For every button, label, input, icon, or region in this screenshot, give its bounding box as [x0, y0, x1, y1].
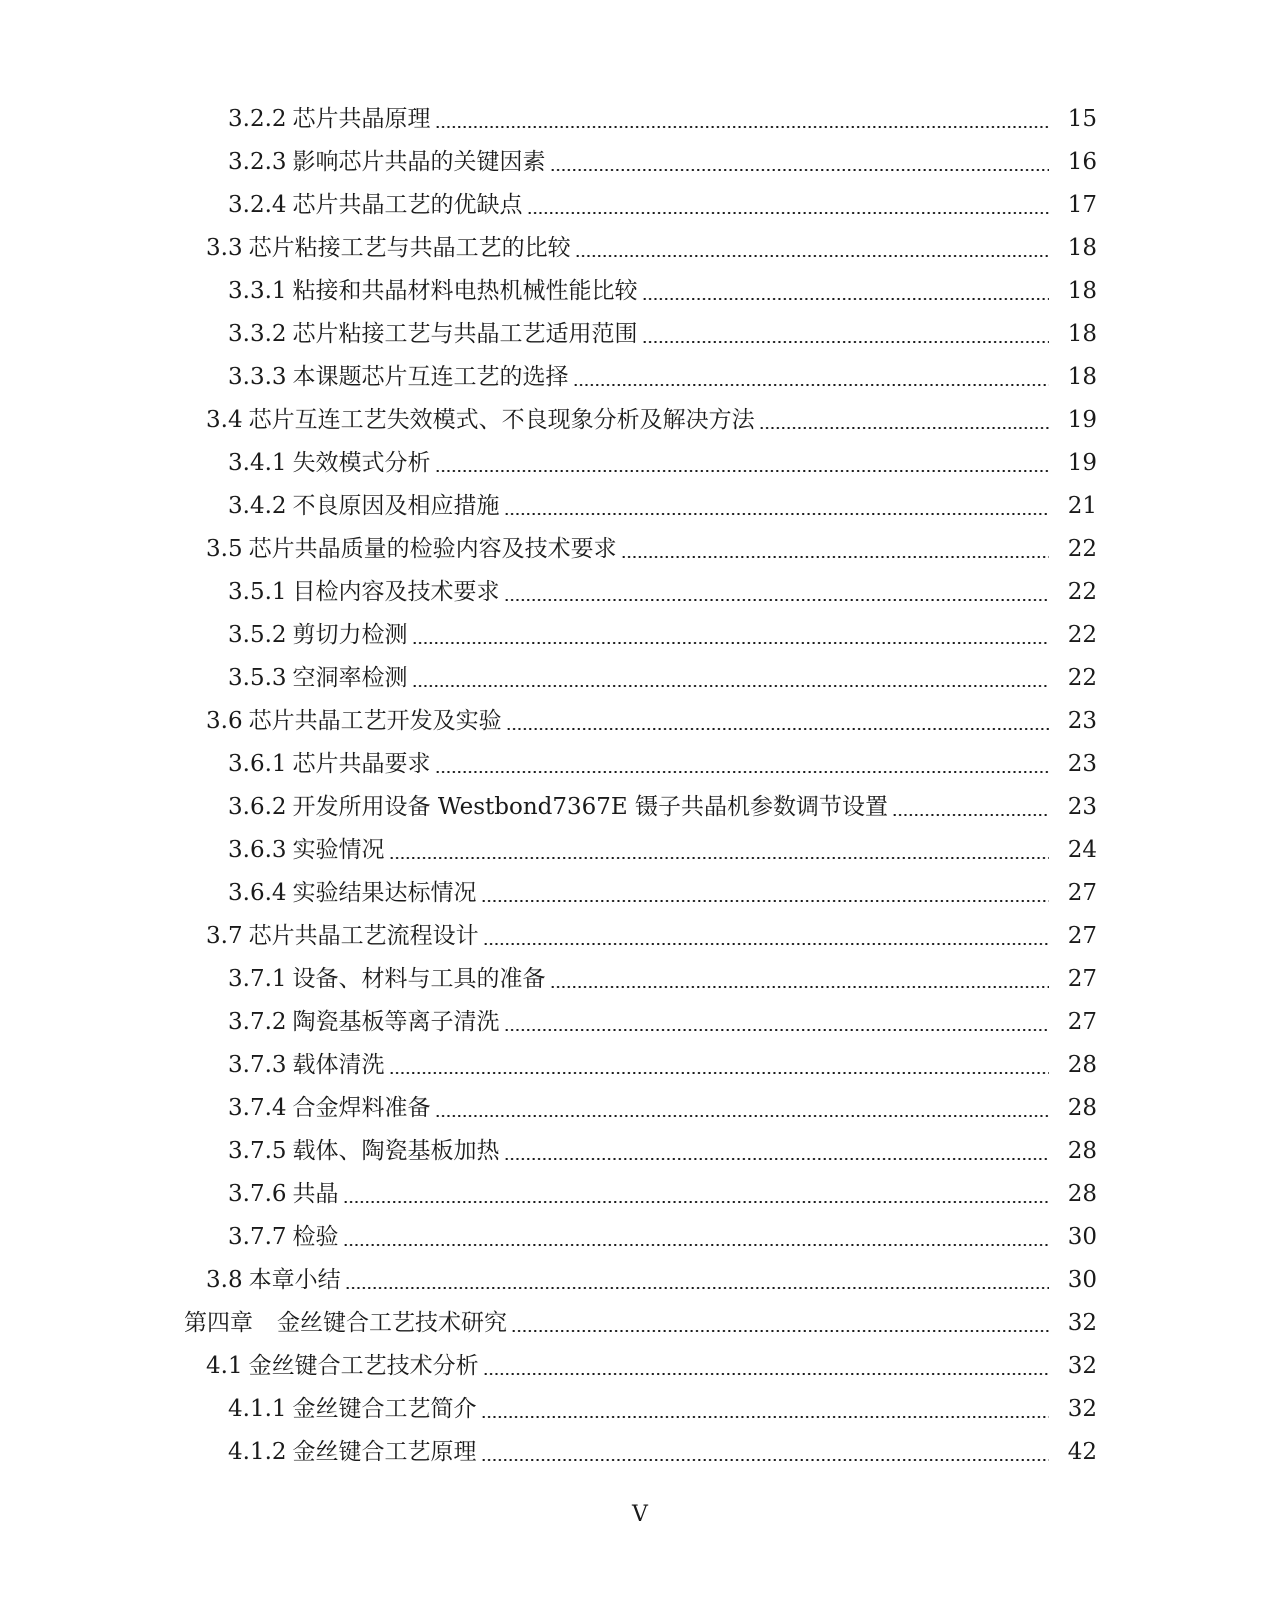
toc-dot-leader [504, 1029, 1049, 1031]
toc-entry-text: 本课题芯片互连工艺的选择 [292, 364, 569, 390]
toc-entry-number: 3.7.6 [228, 1181, 287, 1207]
toc-entry-page: 21 [1067, 493, 1097, 519]
toc-entry-title [228, 614, 412, 657]
toc-entry-number: 3.7 [206, 923, 243, 949]
toc-entry-title [228, 958, 550, 1001]
toc-entry-title [206, 1345, 483, 1388]
toc-entry[interactable] [0, 1259, 1280, 1302]
toc-entry[interactable] [0, 872, 1280, 915]
toc-entry-number: 3.2.3 [228, 149, 287, 175]
toc-entry-page: 18 [1067, 364, 1097, 390]
toc-entry-page: 27 [1067, 923, 1097, 949]
toc-entry[interactable] [0, 1001, 1280, 1044]
toc-dot-leader [892, 814, 1049, 816]
toc-entry-number: 3.7.7 [228, 1224, 287, 1250]
toc-dot-leader [435, 126, 1049, 128]
toc-entry-page: 22 [1067, 622, 1097, 648]
toc-entry-page: 32 [1067, 1310, 1097, 1336]
toc-entry[interactable] [0, 184, 1280, 227]
toc-entry-page: 22 [1067, 536, 1097, 562]
toc-entry-number: 4.1.1 [228, 1396, 287, 1422]
toc-entry-number: 3.3.1 [228, 278, 287, 304]
toc-entry-title [228, 1087, 435, 1130]
toc-dot-leader [412, 685, 1049, 687]
toc-entry-page: 19 [1067, 407, 1097, 433]
toc-dot-leader [527, 212, 1049, 214]
toc-entry-page: 30 [1067, 1224, 1097, 1250]
toc-entry-number: 4.1.2 [228, 1439, 287, 1465]
toc-entry-number: 3.5.1 [228, 579, 287, 605]
toc-entry-text: 本章小结 [248, 1267, 341, 1293]
toc-entry[interactable] [0, 1431, 1280, 1474]
toc-dot-leader [575, 255, 1049, 257]
toc-entry-text: 粘接和共晶材料电热机械性能比较 [292, 278, 638, 304]
toc-entry-page: 28 [1067, 1052, 1097, 1078]
toc-entry-page: 22 [1067, 579, 1097, 605]
toc-entry-page: 28 [1067, 1095, 1097, 1121]
toc-entry-title [228, 1044, 389, 1087]
toc-entry-text: 金丝键合工艺技术分析 [248, 1353, 479, 1379]
toc-entry[interactable] [0, 485, 1280, 528]
toc-dot-leader [389, 1072, 1049, 1074]
toc-entry[interactable] [0, 1130, 1280, 1173]
toc-entry[interactable] [0, 442, 1280, 485]
toc-entry-text: 目检内容及技术要求 [292, 579, 500, 605]
toc-entry-title [228, 1388, 481, 1431]
toc-entry-title [228, 571, 504, 614]
toc-dot-leader [343, 1244, 1049, 1246]
toc-dot-leader [435, 1115, 1049, 1117]
toc-entry-title [228, 313, 642, 356]
toc-entry-text: 金丝键合工艺简介 [292, 1396, 477, 1422]
toc-entry[interactable] [0, 571, 1280, 614]
toc-entry-page: 23 [1067, 708, 1097, 734]
toc-entry-page: 18 [1067, 278, 1097, 304]
toc-entry-title [228, 872, 481, 915]
toc-entry[interactable] [0, 1173, 1280, 1216]
toc-entry-title [228, 1001, 504, 1044]
toc-entry-number: 3.3.2 [228, 321, 287, 347]
toc-entry[interactable] [0, 399, 1280, 442]
toc-entry-number: 3.3 [206, 235, 243, 261]
toc-entry-page: 15 [1067, 106, 1097, 132]
table-of-contents [0, 98, 1280, 1474]
toc-entry-number: 3.4 [206, 407, 243, 433]
toc-entry-page: 16 [1067, 149, 1097, 175]
toc-dot-leader [343, 1201, 1049, 1203]
toc-entry-title [228, 743, 435, 786]
toc-entry-text: 空洞率检测 [292, 665, 408, 691]
toc-entry-title [206, 528, 621, 571]
toc-entry-page: 18 [1067, 235, 1097, 261]
toc-dot-leader [621, 556, 1049, 558]
toc-entry[interactable] [0, 743, 1280, 786]
toc-entry[interactable] [0, 1388, 1280, 1431]
toc-dot-leader [483, 943, 1049, 945]
toc-entry-text: 设备、材料与工具的准备 [292, 966, 546, 992]
toc-entry-title [228, 1431, 481, 1474]
toc-dot-leader [435, 771, 1049, 773]
toc-entry-title [228, 356, 573, 399]
toc-entry-title [228, 829, 389, 872]
toc-entry-title [228, 98, 435, 141]
toc-entry-text: 不良原因及相应措施 [292, 493, 500, 519]
toc-entry-text: 芯片粘接工艺与共晶工艺的比较 [248, 235, 571, 261]
toc-entry-text: 影响芯片共晶的关键因素 [292, 149, 546, 175]
toc-entry-text: 实验结果达标情况 [292, 880, 477, 906]
toc-entry[interactable] [0, 1044, 1280, 1087]
toc-entry-title [228, 141, 550, 184]
toc-entry-page: 18 [1067, 321, 1097, 347]
toc-entry-page: 24 [1067, 837, 1097, 863]
toc-entry-number: 3.7.5 [228, 1138, 287, 1164]
toc-dot-leader [550, 986, 1049, 988]
toc-dot-leader [504, 599, 1049, 601]
toc-entry-number: 3.6.3 [228, 837, 287, 863]
toc-entry-text: 剪切力检测 [292, 622, 408, 648]
toc-entry[interactable] [0, 227, 1280, 270]
toc-entry-number: 3.8 [206, 1267, 243, 1293]
toc-entry-number: 3.7.1 [228, 966, 287, 992]
toc-entry-number: 3.6.4 [228, 880, 287, 906]
toc-entry[interactable] [0, 786, 1280, 829]
toc-entry-number: 3.5.2 [228, 622, 287, 648]
toc-entry-number: 3.6.1 [228, 751, 287, 777]
toc-entry[interactable] [0, 829, 1280, 872]
toc-dot-leader [759, 427, 1049, 429]
toc-entry[interactable] [0, 915, 1280, 958]
toc-entry-text: 芯片共晶原理 [292, 106, 431, 132]
toc-entry-text: 金丝键合工艺原理 [292, 1439, 477, 1465]
toc-entry-page: 32 [1067, 1396, 1097, 1422]
toc-entry-page: 19 [1067, 450, 1097, 476]
toc-entry-title [228, 442, 435, 485]
toc-dot-leader [389, 857, 1049, 859]
toc-entry-number: 3.7.2 [228, 1009, 287, 1035]
toc-entry-title [206, 227, 575, 270]
toc-entry-number: 3.5 [206, 536, 243, 562]
toc-entry-text: 共晶 [292, 1181, 339, 1207]
toc-entry-page: 23 [1067, 794, 1097, 820]
toc-entry-number: 3.4.2 [228, 493, 287, 519]
toc-entry[interactable] [0, 356, 1280, 399]
toc-entry[interactable] [0, 700, 1280, 743]
toc-entry-title [206, 399, 759, 442]
toc-entry-page: 32 [1067, 1353, 1097, 1379]
toc-dot-leader [573, 384, 1049, 386]
toc-dot-leader [504, 1158, 1049, 1160]
toc-entry-text: 陶瓷基板等离子清洗 [292, 1009, 500, 1035]
toc-dot-leader [511, 1330, 1049, 1332]
toc-entry-title [206, 1259, 345, 1302]
toc-entry-text: 芯片共晶工艺流程设计 [248, 923, 479, 949]
toc-entry-number: 3.6 [206, 708, 243, 734]
toc-entry-title [206, 700, 506, 743]
toc-entry-number: 3.6.2 [228, 794, 287, 820]
toc-dot-leader [483, 1373, 1049, 1375]
toc-entry-text: 载体、陶瓷基板加热 [292, 1138, 500, 1164]
toc-entry-number: 3.7.3 [228, 1052, 287, 1078]
toc-dot-leader [412, 642, 1049, 644]
toc-entry-page: 22 [1067, 665, 1097, 691]
toc-entry[interactable] [0, 1216, 1280, 1259]
toc-entry-text: 金丝键合工艺技术研究 [277, 1310, 507, 1336]
toc-dot-leader [345, 1287, 1049, 1289]
toc-dot-leader [506, 728, 1049, 730]
toc-entry[interactable] [0, 657, 1280, 700]
toc-entry[interactable] [0, 958, 1280, 1001]
toc-dot-leader [481, 900, 1049, 902]
toc-entry-page: 28 [1067, 1181, 1097, 1207]
toc-entry-title [184, 1302, 511, 1345]
toc-entry-text: 开发所用设备 Westbond7367E 镊子共晶机参数调节设置 [292, 794, 889, 820]
toc-entry-title [206, 915, 483, 958]
toc-entry-page: 23 [1067, 751, 1097, 777]
toc-entry[interactable] [0, 528, 1280, 571]
page-number: V [632, 1502, 648, 1527]
toc-entry-page: 27 [1067, 1009, 1097, 1035]
toc-dot-leader [481, 1459, 1049, 1461]
toc-dot-leader [642, 341, 1049, 343]
toc-entry-title [228, 1173, 343, 1216]
toc-entry-title [228, 184, 527, 227]
toc-entry[interactable] [0, 313, 1280, 356]
toc-entry-text: 芯片粘接工艺与共晶工艺适用范围 [292, 321, 638, 347]
toc-entry-text: 载体清洗 [292, 1052, 385, 1078]
toc-entry[interactable] [0, 98, 1280, 141]
toc-entry-number: 3.2.2 [228, 106, 287, 132]
toc-entry-title [228, 270, 642, 313]
toc-entry-title [228, 657, 412, 700]
toc-entry-number: 3.7.4 [228, 1095, 287, 1121]
toc-entry-text: 芯片共晶工艺的优缺点 [292, 192, 523, 218]
toc-entry-page: 27 [1067, 880, 1097, 906]
toc-entry-number: 3.3.3 [228, 364, 287, 390]
toc-entry-page: 27 [1067, 966, 1097, 992]
toc-entry-page: 30 [1067, 1267, 1097, 1293]
toc-entry[interactable] [0, 614, 1280, 657]
toc-entry-number: 3.2.4 [228, 192, 287, 218]
toc-entry[interactable] [0, 141, 1280, 184]
toc-dot-leader [504, 513, 1049, 515]
toc-entry-title [228, 1216, 343, 1259]
toc-dot-leader [642, 298, 1049, 300]
toc-entry-title [228, 485, 504, 528]
toc-entry-text: 失效模式分析 [292, 450, 431, 476]
toc-entry-number: 第四章 [184, 1310, 253, 1336]
toc-entry[interactable] [0, 1087, 1280, 1130]
toc-entry-number: 3.5.3 [228, 665, 287, 691]
toc-entry-text: 芯片共晶质量的检验内容及技术要求 [248, 536, 617, 562]
toc-entry-page: 28 [1067, 1138, 1097, 1164]
toc-entry-text: 实验情况 [292, 837, 385, 863]
toc-entry-text: 芯片共晶工艺开发及实验 [248, 708, 502, 734]
toc-entry-text: 检验 [292, 1224, 339, 1250]
toc-entry-page: 42 [1067, 1439, 1097, 1465]
toc-dot-leader [550, 169, 1049, 171]
toc-entry-title [228, 786, 892, 829]
toc-entry-text: 芯片互连工艺失效模式、不良现象分析及解决方法 [248, 407, 755, 433]
toc-entry-text: 合金焊料准备 [292, 1095, 431, 1121]
toc-entry[interactable] [0, 1302, 1280, 1345]
toc-dot-leader [481, 1416, 1049, 1418]
toc-entry-text: 芯片共晶要求 [292, 751, 431, 777]
toc-entry[interactable] [0, 1345, 1280, 1388]
toc-entry-number: 4.1 [206, 1353, 243, 1379]
toc-entry-number: 3.4.1 [228, 450, 287, 476]
toc-entry-title [228, 1130, 504, 1173]
toc-dot-leader [435, 470, 1049, 472]
toc-entry[interactable] [0, 270, 1280, 313]
toc-entry-page: 17 [1067, 192, 1097, 218]
